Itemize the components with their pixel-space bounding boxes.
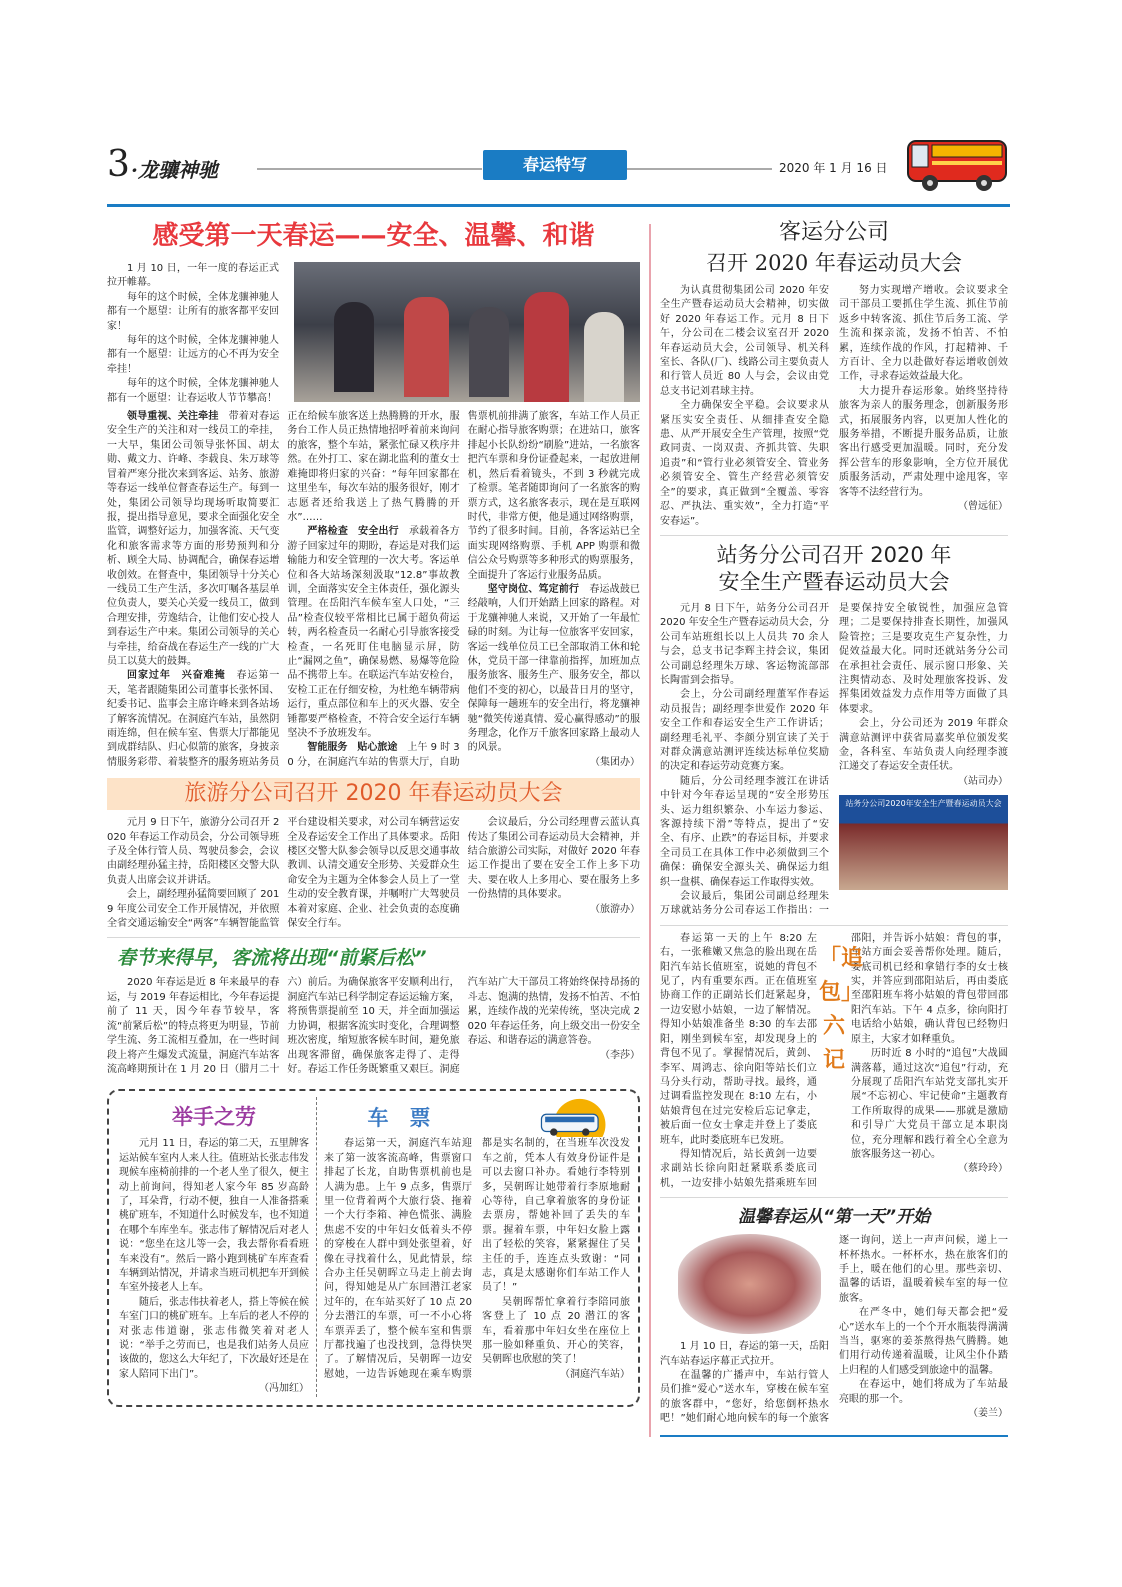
header-rule-left	[257, 168, 482, 170]
divider	[660, 925, 1008, 926]
paragraph: 1 月 10 日，一年一度的春运正式拉开帷幕。	[107, 263, 279, 289]
byline: （李莎）	[599, 1049, 640, 1061]
headline-line2: 召开 2020 年春运动员大会	[706, 251, 962, 275]
headline: 举手之劳	[172, 1105, 256, 1130]
paragraph-lead: 回家过年 兴奋难掩	[127, 670, 237, 682]
paragraph: 元月 8 日下午，站务分公司召开 2020 年安全生产暨春运动员大会，分公司车站班组长以上人员共 70 余人与会，总支书记李辉主持会议，集团公司副总经理朱万球、客运物流部部长陶雷到会指导。	[660, 602, 829, 686]
paragraph: 春运第一天的上午 8:20 左右，一张稚嫩又焦急的脸出现在岳阳汽车站长值班室，说她的背包不见了，内有重要东西。正在值班室协商工作的正副站长们赶紧起身，一边安慰小姑娘，一边了解情况。得知小姑娘准备坐 8:30 的车去邵阳，刚坐到候车室，却发现身上的背包不见了。掌握情况后，黄剑、李军、周鸿志、徐向阳等站长们立马分头行动，帮助寻找。最终，通过调看监控发现在 8:10 左右，小姑娘背包在过完安检后忘记拿走，被后面一位女士拿走并登上了娄底班车，此时娄底班车已发班。	[660, 932, 817, 1146]
article-body	[107, 410, 640, 770]
article-body	[119, 1137, 309, 1396]
paragraph: 在温馨的广播声中，车站行管人员们推“爱心”送水车，穿梭在候车室的旅客群中，“您好，给您倒杯热水吧！”她们耐心地向候车的每一个旅客逐一询问，送上一声声问候，递上一杯杯热水。一杯杯水，热在旅客们的手上，暖在他们的心里。那些亲切、温馨的话语，温暖着候车室的每一位旅客。	[660, 1235, 1008, 1425]
footer-blue-rule	[660, 1435, 1008, 1437]
paragraph: 吴朝晖帮忙拿着行李陪同旅客登上了 10 点 20 潜江的客车，看着那中年妇女坐在座位上那一脸如释重负、开心的笑容，吴朝晖也欣慰的笑了！	[482, 1296, 630, 1366]
paragraph: 每年的这个时候，全体龙骧神驰人都有一个愿望：让所有的旅客都平安回家！	[107, 291, 279, 332]
headline: 温馨春运从“第一天”开始	[738, 1207, 930, 1228]
paragraph: 随后，张志伟扶着老人，搭上等候在候车室门口的桃矿班车。上车后的老人不停的对张志伟道谢，张志伟微笑着对老人说：“举手之劳而已，也是我们站务人员应该做的，您这么大年纪了，下次最好还是在家人陪同下出门”。	[119, 1296, 309, 1380]
paragraph: 历时近 8 小时的“追包”大战圆满落幕，通过这次“追包”行动，充分展现了岳阳汽车站党支部扎实开展“不忘初心、牢记使命”主题教育工作所取得的成果——那就是激励和引导广大党员干部立足本职岗位，充分理解和践行着全心全意为旅客服务这一初心。	[851, 1048, 1008, 1160]
station-photo	[294, 262, 640, 402]
section-label: 春运特写	[522, 155, 587, 174]
paragraph: 每年的这个时候，全体龙骧神驰人都有一个愿望：让春运收人节节攀高！	[107, 378, 279, 404]
headline: 春节来得早，客流将出现“前紧后松”	[117, 947, 427, 970]
paragraph: 会上，分公司还为 2019 年群众满意站测评中获省局嘉奖单位颁发奖金，各科室、车站负责人向经理李渡江递交了春运安全责任状。	[839, 718, 1008, 773]
article-tourism	[107, 778, 640, 931]
paragraph: 会议最后，集团公司副总经理朱万球就站务分公司春运工作指出：一是要保持安全敏锐性，加强应急管理；二是要保持排查长期性，加强风险管控；三是要攻克生产复杂性，力促效益最大化。同时还就站务分公司在承担社会责任、展示窗口形象、关注舆情动态、及时处理旅客投诉、发挥集团效益发力点作用等方面做了具体要求。	[660, 602, 1008, 917]
paragraph-lead: 领导重视、关注牵挂	[127, 411, 229, 423]
headline: 「追包」六记	[819, 945, 864, 1073]
headline: 车 票	[367, 1106, 431, 1131]
bus-icon	[902, 135, 1010, 195]
paragraph: 每年的这个时候，全体龙骧神驰人都有一个愿望：让远方的心不再为安全牵挂！	[107, 335, 279, 375]
column-divider	[649, 224, 651, 1437]
byline: （冯加红）	[259, 1383, 309, 1395]
feature-box	[107, 1089, 640, 1406]
headline-line1: 客运分公司	[778, 220, 889, 245]
headline-vertical	[819, 942, 864, 1078]
paragraph-text: 上午 9 时 30 分，在洞庭汽车站的售票大厅，自助售票机前排满了旅客，车站工作人员正在耐心指导旅客购票；在进站口，旅客排起小长队纷纷“刷脸”进站，一名旅客把汽车票和身份证叠起来，一起放进闸机，然后看着镜头，不到 3 秒就完成了检票。笔者随即询问了一名旅客的购票方式，这名旅客表示，现在是互联网时代，非常方便，他是通过网络购票，节约了很多时间。目前，各客运站已全面实现网络购票、手机 APP 购票和微信公众号购票等多种形式的购票服务，全面提升了客运行业服务品质。	[287, 411, 640, 768]
divider	[660, 1197, 1008, 1198]
article-passenger-meeting	[660, 218, 1008, 529]
paragraph-lead: 严格检查 安全出行	[307, 526, 409, 538]
article-body	[660, 602, 1008, 919]
divider	[660, 535, 1008, 536]
issue-date: 2020 年 1 月 16 日	[779, 161, 888, 175]
article-chasing-bag	[660, 932, 1008, 1191]
headline-line1: 站务分公司召开 2020 年	[716, 542, 952, 567]
article-warm-spring	[660, 1204, 1008, 1426]
paragraph	[468, 583, 640, 756]
article-ticket	[324, 1097, 630, 1396]
paragraph-text: 春运战鼓已经敲响，人们开始踏上回家的路程。对于龙骧神驰人来说，又开始了一年最忙碌的时刻。为让每一位旅客平安回家，客运一线单位员工已全部取消工休和轮休，党员干部一律靠前指挥，加班加点服务旅客、服务生产、服务安全，都以他们不变的初心，以最昔日月的坚守，保障每一趟班车的安全出行，将龙骧神驰“微笑传递真情、爱心赢得感动”的服务理念，化作万千旅客回家路上最动人的风景。	[467, 583, 640, 754]
article-feature	[107, 218, 640, 770]
article-body	[324, 1137, 630, 1382]
paragraph: 2020 年春运是近 8 年来最早的春运，与 2019 年春运相比，今年春运提前了 11 天，因今年春节较早，客流“前紧后松”的特点将更为明显，节前学生流、务工流相互叠加，在一些时间段上将产生爆发式流量，洞庭汽车站客流高峰期预计在 1 月 20 日（腊月二十六）前后。为确保旅客平安顺利出行，洞庭汽车站已科学制定春运运输方案，将预售票提前至 10 天，并全面加强运力协调，根据客流实时变化，合理调整班次密度，缩短旅客候车时间，避免旅出现客滞留，确保旅客走得了、走得好。春运工作任务既繁重又艰巨。洞庭汽车站广大干部员工将始终保持昂扬的斗志、饱满的热情，发扬不怕苦、不怕累，连续作战的光荣传统，坚决完成 2020 年春运任务，向上级交出一份安全春运、和谐春运的满意答卷。	[107, 977, 640, 1075]
paragraph: 得知情况后，站长黄剑一边要求副站长徐向阳赶紧联系娄底司机，一边安排小姑娘先搭乘班车回邵阳，并告诉小姑娘：背包的事，车站方面会妥善帮你处理。随后，娄底司机已经和拿错行李的女士核实，并答应到邵阳站后，再由娄底至邵阳班车将小姑娘的背包带回邵阳汽车站。下午 4 点多，徐向阳打电话给小姑娘，确认背包已经物归原主，大家才如释重负。	[660, 932, 1008, 1189]
paragraph: 会上，分公司副经理董军作春运动员报告；副经理李世爱作 2020 年安全工作和春运安全生产工作讲话；副经理毛礼平、李颜分别宣读了关于对群众满意站测评连续达标单位奖励的决定和春运劳动竞赛方案。	[660, 689, 829, 773]
paragraph: 全力确保安全平稳。会议要求从紧压实安全责任、从细排查安全隐患、从严开展安全生产管理，按照“党政同责、一岗双责、齐抓共管、失职追责”和“管行业必须管安全、管业务必须管安全、管生产经营必须管安全”的要求，真正做到“全覆盖、零容忍、严执法、重实效”，全力打造“平安春运”。	[660, 400, 829, 527]
box-divider	[316, 1097, 317, 1396]
headline: 旅游分公司召开 2020 年春运动员大会	[107, 778, 640, 810]
byline: （站司办）	[958, 775, 1008, 787]
paragraph: 在春运中，她们将成为了车站最亮眼的那一个。	[839, 1379, 1008, 1405]
masthead	[107, 140, 1010, 200]
byline: （曾远征）	[958, 501, 1008, 513]
paragraph-text: 带着对春运安全生产的关注和对一线员工的牵挂，一大早，集团公司领导张怀国、胡太勋、戴文力、许峰、李载良、朱万球等冒着严寒分批次来到客运、站务、旅游等春运一线单位督查春运生产。每到一处，集团公司领导均现场听取简要汇报，提出指导意见，要求全面强化安全监管，调整好运力，加强客流、天气变化和旅客需求等方面的形势预判和分析、顾全大局、协调配合，确保春运增收创效。在督查中，集团领导十分关心一线员工生产生活，多次叮嘱各基层单位负责人，要关心关爱一线员工，做到合理安排，劳逸结合，让他们安心投人到春运生产中来。集团公司领导的关心与牵挂，给奋战在春运生产一线的广大员工以莫大的鼓舞。	[107, 411, 280, 667]
paragraph	[107, 410, 279, 669]
section-badge	[483, 150, 627, 180]
page-number: 3	[107, 144, 130, 185]
paragraph: 春运第一天，洞庭汽车站迎来了第一波客流高峰，售票窗口排起了长龙，自助售票机前也是人满为患。上午 9 点多，售票厅里一位背着两个大旅行袋、拖着一个大行李箱、神色慌张、满脸焦虑不安的中年妇女低着头不停的穿梭在人群中到处张望着，好像在寻找着什么，见此情景，综合办主任吴朝晖立马走上前去询问，得知她是从广东回潜江老家过年的，在车站买好了 10 点 20 分去潜江的车票，可一不小心将车票弄丢了，整个候车室和售票厅都找遍了也没找到，急得快哭了。了解情况后，吴朝晖一边安慰她，一边告诉她现在乘车购票都是实名制的，在当班车次没发车之前，凭本人有效身份证件是可以去窗口补办。看她行李特别多，吴朝晖让她带着行李原地耐心等待，自己拿着旅客的身份证去票房，帮她补回了丢失的车票。握着车票，中年妇女脸上露出了轻松的笑容，紧紧握住了吴主任的手，连连点头致谢：“同志，真是太感谢你们车站工作人员了！”	[324, 1138, 630, 1380]
article-body	[107, 976, 640, 1077]
article-helping	[119, 1097, 309, 1396]
paragraph-lead: 坚守岗位、笃定前行	[487, 583, 590, 595]
paragraph-text: 承载着各方游子回家过年的期盼，春运是对我们运输能力和安全管理的一次大考。客运单位和各大站场深刻汲取“12.8”事故教训，全面落实安全主体责任，强化源头管理。在岳阳汽车候车室人口处，“三品”检查仪较平常相比已属于超负荷运转，两名检查员一名耐心引导旅客接受检查，一名死盯住电脑显示屏，防止“漏网之鱼”，确保易燃、易爆等危险品不携带上车。在联运汽车站安检台，安检工正在仔细安检，为杜绝车辆带病运行，重点部位和车上的灭火器、安全锤都要严格检查，不符合安全运行车辆坚决不予放班发车。	[287, 526, 460, 739]
divider	[107, 937, 640, 938]
paragraph: 努力实现增产增收。会议要求全司干部员工要抓住学生流、抓住节前返乡中转客流、抓住节后务工流、学生流和探亲流，发扬不怕苦、不怕累，连续作战的作风，打起精神、千方百计、全力以赴做好春运增收创效工作，寻求春运效益最大化。	[839, 285, 1008, 383]
paragraph: 元月 11 日，春运的第二天，五里牌客运站候车室内人来人往。值班站长张志伟发现候车座椅前排的一个老人坐了很久，便主动上前询问，得知老人家今年 85 岁高龄了，耳朵背，行动不便，独自一人准备搭乘桃矿班车，不知道什么时候发车，也不知道在哪个车库坐车。张志伟了解情况后对老人说：“您坐在这儿等一会，我去帮你看看班车来没有”。然后一路小跑到桃矿车库查看车辆到站情况，并请求当班司机把车开到候车室外接老人上车。	[119, 1138, 309, 1294]
byline: （旅游办）	[589, 903, 640, 915]
paragraph-lead: 智能服务 贴心旅途	[307, 742, 408, 754]
article-early-festival	[107, 944, 640, 1077]
article-body	[660, 284, 1008, 529]
paragraph: 1 月 10 日，春运的第一天，岳阳汽车站春运序幕正式拉开。	[660, 1341, 829, 1367]
photo-banner-text: 站务分公司2020年安全生产暨春运动员大会	[845, 799, 1002, 809]
paragraph: 随后，分公司经理李渡江在讲话中针对今年春运呈现的“安全形势压头、运力组织繁杂、小车运力参运、客源持续下滑”等特点，提出了“安全、有序、止跌”的春运目标，并要求全司员工在具体工作中必须做到三个确保：确保安全源头关、确保运力组织一盘棋、确保春运工作取得实效。	[660, 775, 829, 888]
paragraph: 会上，副经理孙猛简要回顾了 2019 年度公司安全工作开展情况，并依照全省交通运输安全“两客”车辆智能监管平台建设相关要求，对公司车辆营运安全及春运安全工作出了具体要求。岳阳楼区交警大队参会领导以反思交通事故教训、认清交通安全形势、关爱群众生命安全为主题为全体参会人员上了一堂生动的安全教育课，并嘱咐广大驾驶员本着对家庭、企业、社会负责的态度确保安全行车。	[107, 817, 460, 930]
article-body	[660, 1234, 1008, 1426]
headline: 感受第一天春运——安全、温馨、和谐	[152, 221, 595, 251]
header-blue-rule	[107, 204, 1010, 207]
article-station-meeting	[660, 542, 1008, 919]
paragraph: 为认真贯彻集团公司 2020 年安全生产暨春运动员大会精神，切实做好 2020 年春运工作。元月 8 日下午，分公司在二楼会议室召开 2020 年春运动员大会，公司领导、机关科室长、各队(厂)、线路公司主要负责人和行管人员近 80 人与会，会议由党总支书记刘君球主持。	[660, 285, 829, 397]
headline-line2: 安全生产暨春运动员大会	[718, 569, 950, 594]
byline: （洞庭汽车站）	[560, 1368, 630, 1380]
byline: （集团办）	[589, 756, 640, 768]
left-column	[107, 218, 640, 1407]
byline: （姜兰）	[968, 1408, 1008, 1420]
sun-bus-icon	[520, 1097, 630, 1137]
paper-name: ·龙骧神驰	[131, 158, 218, 182]
byline: （蔡玲玲）	[958, 1163, 1008, 1175]
right-column	[660, 218, 1008, 1437]
paragraph: 会议最后，分公司经理曹云蓝认真传达了集团公司春运动员大会精神，并结合旅游公司实际，对做好 2020 年春运工作提出了要在安全工作上多下功夫、要在收人上多用心、要在服务上多一份热情的具体要求。	[467, 817, 640, 901]
paragraph: 元月 9 日下午，旅游分公司召开 2020 年春运工作动员会，分公司领导班子及全体行管人员、驾驶员参会，会议由副经理孙猛主持，岳阳楼区交警大队负责人出席会议并讲话。	[107, 817, 280, 886]
page-body	[107, 218, 1010, 1437]
paragraph	[287, 525, 459, 741]
article-intro	[107, 262, 279, 406]
paragraph-text: 春运第一天，笔者跟随集团公司董事长张怀国、纪委书记、监事会主席许峰来到各站场了解客流情况。在洞庭汽车站，虽然阴雨连绵，但在候车室、售票大厅都能见到成群结队、归心似箭的旅客，身披亲情服务彩带、着装整齐的服务班站务员正在给候车旅客送上热腾腾的开水，服务台工作人员正热情地招呼着前来询问的旅客，整个车站，紧张忙碌又秩序井然。在外打工、家在湖北监利的董女士难掩即将归家的兴奋：“每年回家都在这里坐车，每次车站的服务很好，刚才志愿者还给我送上了热气腾腾的开水”……	[107, 411, 460, 768]
feature-top-row	[107, 262, 640, 406]
meeting-photo	[839, 795, 1008, 890]
header-rule-right	[627, 168, 772, 170]
paragraph: 在严冬中，她们每天都会把“爱心”送水车上的一个个开水瓶装得满满当当，驱寒的姜茶熬得热气腾腾。她们用行动传递着温暖，让风尘仆仆踏上归程的人们感受到旅途中的温馨。	[839, 1307, 1008, 1376]
water-service-photo	[678, 1234, 821, 1334]
article-body	[107, 816, 640, 931]
paragraph: 大力提升春运形象。始终坚持待旅客为亲人的服务理念，创新服务形式，拓展服务内容，以更加人性化的服务举措，不断提升服务品质，让旅客出行感受更加温暖。同时，充分发挥公营车的形象影响，全方位开展优质服务活动，严肃处理中途甩客，宰客等不法经营行为。	[839, 385, 1008, 498]
ticket-header-row	[324, 1097, 630, 1137]
